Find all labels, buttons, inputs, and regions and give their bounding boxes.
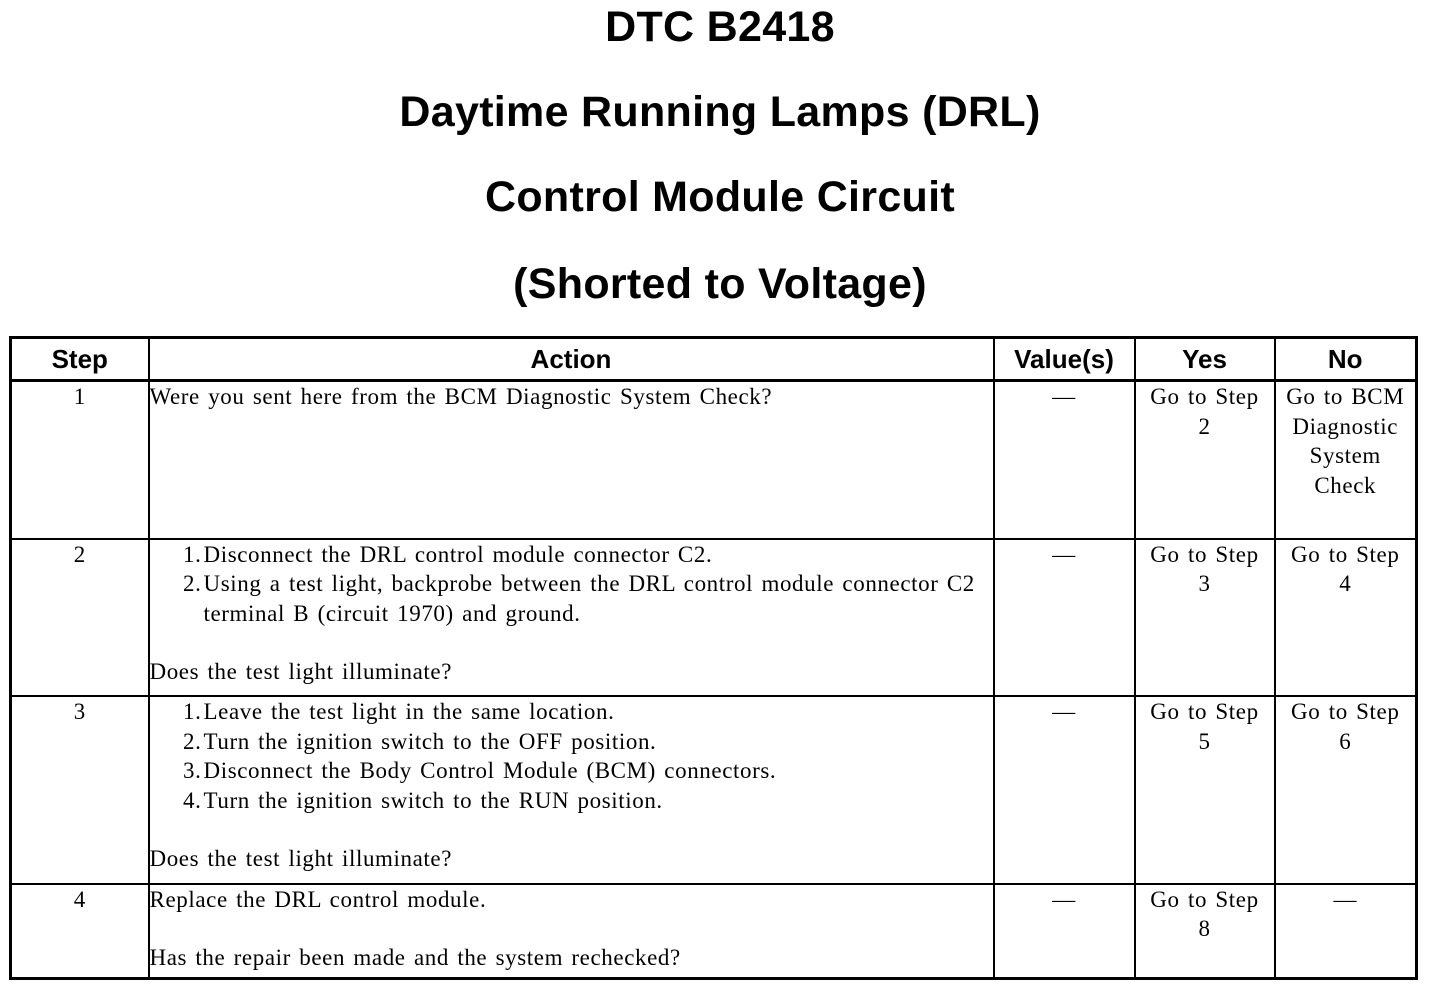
action-text: Were you sent here from the BCM Diagnostic System Check? xyxy=(149,384,773,409)
action-step-item: 4. Turn the ignition switch to the RUN position. xyxy=(183,787,663,813)
yes-cell xyxy=(1135,539,1275,697)
action-step-item: 1. Leave the test light in the same location. xyxy=(183,699,615,725)
value-cell: — xyxy=(994,539,1135,697)
action-question: Does the test light illuminate? xyxy=(149,659,453,685)
no-cell: — xyxy=(1275,884,1417,979)
diagnostic-table xyxy=(9,336,1418,980)
no-text: Go to Step 4 xyxy=(1291,541,1400,597)
table-row xyxy=(11,696,1417,883)
action-step-item: 1. Disconnect the DRL control module connector C2. xyxy=(183,541,713,567)
table-header-row xyxy=(11,338,1417,381)
step-number: 2 xyxy=(11,539,149,697)
yes-text: Go to Step 8 xyxy=(1150,886,1259,942)
title-system-name: Daytime Running Lamps (DRL) xyxy=(399,88,1041,136)
action-step-item: 2. Turn the ignition switch to the OFF position. xyxy=(183,728,657,754)
no-cell xyxy=(1275,381,1417,539)
step-number: 3 xyxy=(11,696,149,883)
action-step-item: 3. Disconnect the Body Control Module (BCM) connectors. xyxy=(183,758,777,784)
action-question: Has the repair been made and the system rechecked? xyxy=(149,945,681,971)
yes-cell xyxy=(1135,381,1275,539)
yes-cell xyxy=(1135,884,1275,979)
value-cell: — xyxy=(994,696,1135,883)
header-yes: Yes xyxy=(1135,338,1275,381)
table-row xyxy=(11,381,1417,539)
header-no: No xyxy=(1275,338,1417,381)
action-question: Does the test light illuminate? xyxy=(149,846,453,872)
action-text: Replace the DRL control module. xyxy=(149,886,487,912)
header-values: Value(s) xyxy=(994,338,1135,381)
yes-text: Go to Step 5 xyxy=(1150,699,1259,754)
action-step-list xyxy=(150,697,993,815)
no-cell xyxy=(1275,696,1417,883)
no-text: Go to BCM Diagnostic System Check xyxy=(1286,384,1405,498)
title-dtc-code: DTC B2418 xyxy=(605,3,835,51)
action-step-item: 2. Using a test light, backprobe between the DRL control module connector C2 terminal B (circuit 1970) and ground. xyxy=(183,571,975,626)
yes-text: Go to Step 3 xyxy=(1150,541,1259,597)
yes-text: Go to Step 2 xyxy=(1150,384,1259,439)
action-cell xyxy=(149,381,994,539)
no-text: Go to Step 6 xyxy=(1291,699,1400,754)
title-circuit-name: Control Module Circuit xyxy=(484,173,955,221)
title-fault-condition: (Shorted to Voltage) xyxy=(513,260,927,308)
table-row xyxy=(11,884,1417,979)
step-number: 1 xyxy=(11,381,149,539)
value-cell: — xyxy=(994,884,1135,979)
action-cell xyxy=(149,696,994,883)
action-cell xyxy=(149,539,994,697)
header-step: Step xyxy=(11,338,149,381)
no-cell xyxy=(1275,539,1417,697)
action-cell xyxy=(149,884,994,979)
value-cell: — xyxy=(994,381,1135,539)
yes-cell xyxy=(1135,696,1275,883)
table-row xyxy=(11,539,1417,697)
action-step-list xyxy=(150,540,993,629)
header-action: Action xyxy=(149,338,994,381)
step-number: 4 xyxy=(11,884,149,979)
